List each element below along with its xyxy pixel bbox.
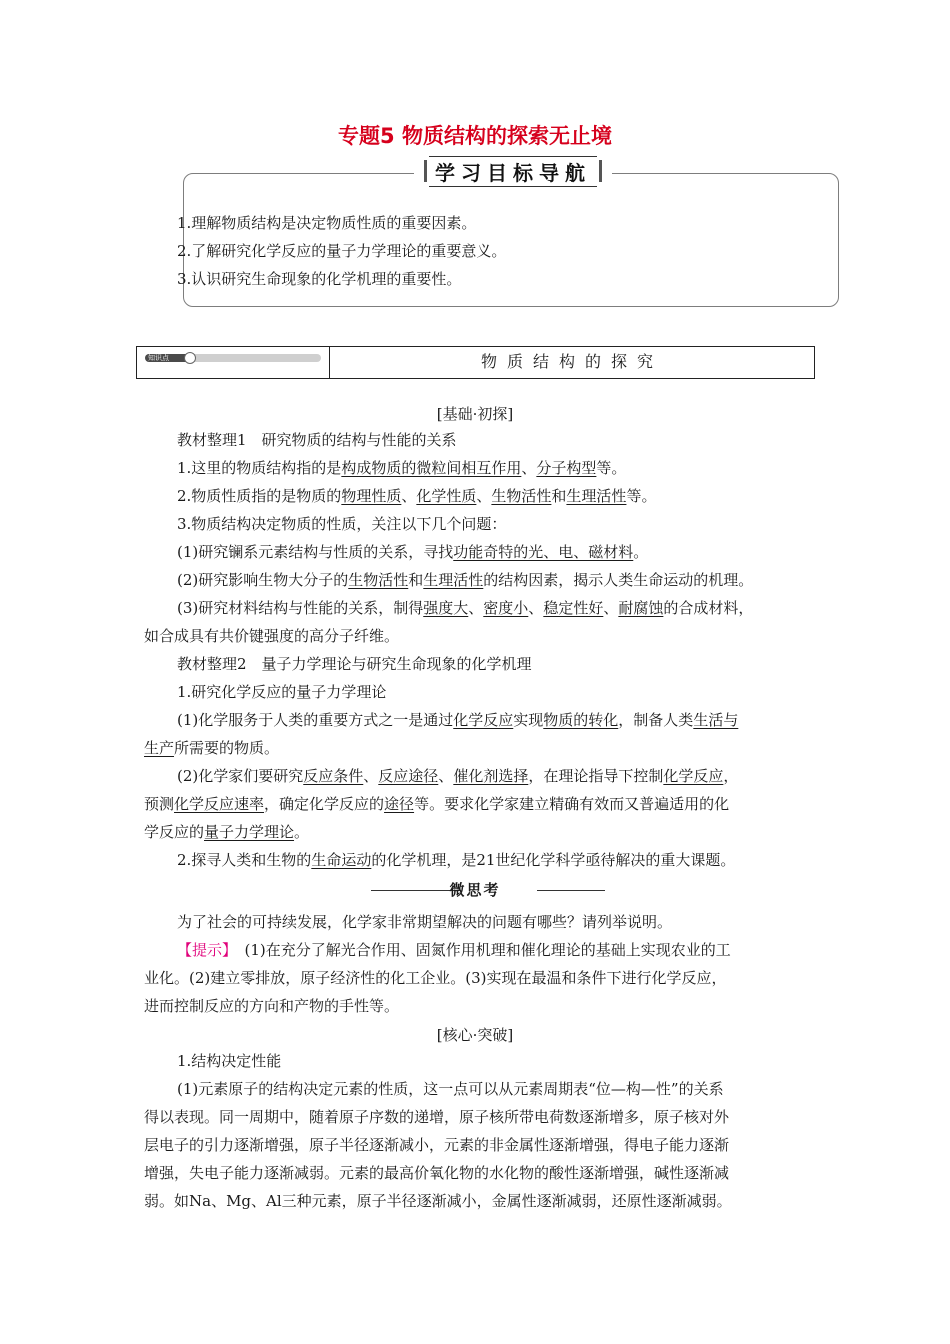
core-line-2: (1)元素原子的结构决定元素的性质，这一点可以从元素周期表“位—构—性”的关系 bbox=[177, 1080, 724, 1098]
t2-line-7 bbox=[177, 849, 735, 871]
page-title: 专题5 物质结构的探索无止境 bbox=[338, 124, 612, 148]
answer-underline: 量子力学理论 bbox=[204, 823, 295, 841]
text: 2.探寻人类和生物的 bbox=[177, 851, 312, 869]
text: (1)在充分了解光合作用、固氮作用机理和催化理论的基础上实现农业的工 bbox=[229, 941, 731, 959]
text: (3)研究材料结构与性能的关系，制得 bbox=[177, 599, 424, 617]
answer-underline: 物质的转化 bbox=[543, 711, 619, 729]
t1-line-2 bbox=[177, 485, 656, 507]
text: 、 bbox=[521, 459, 537, 477]
answer-underline: 分子构型 bbox=[536, 459, 597, 477]
text: 所需要的物质。 bbox=[174, 739, 280, 757]
text: (2)化学家们要研究 bbox=[177, 767, 304, 785]
goals-banner bbox=[414, 155, 612, 187]
text: 2.物质性质指的是物质的 bbox=[177, 487, 342, 505]
text: 1.这里的物质结构指的是 bbox=[177, 459, 342, 477]
answer-underline: 物理性质 bbox=[341, 487, 402, 505]
answer-underline: 生产 bbox=[144, 739, 175, 757]
answer-underline: 强度大 bbox=[423, 599, 469, 617]
t2-line-5 bbox=[144, 793, 729, 815]
text: ，确定化学反应的 bbox=[264, 795, 385, 813]
t1-line-3: 3.物质结构决定物质的性质，关注以下几个问题： bbox=[177, 515, 507, 533]
text: 、 bbox=[401, 487, 417, 505]
t2-line-6 bbox=[144, 821, 309, 843]
t1-line-4 bbox=[177, 541, 648, 563]
t1-heading: 教材整理1 研究物质的结构与性能的关系 bbox=[177, 431, 457, 449]
text: ，在理论指导下控制 bbox=[528, 767, 664, 785]
goal-item: 3.认识研究生命现象的化学机理的重要性。 bbox=[177, 270, 462, 288]
text: (1)研究镧系元素结构与性质的关系，寻找 bbox=[177, 543, 454, 561]
core-line-6: 弱。如Na、Mg、Al三种元素，原子半径逐渐减小，金属性逐渐减弱，还原性逐渐减弱。 bbox=[144, 1192, 732, 1210]
answer-underline: 反应条件 bbox=[303, 767, 364, 785]
goal-item: 2.了解研究化学反应的量子力学理论的重要意义。 bbox=[177, 242, 507, 260]
text: 学反应的 bbox=[144, 823, 205, 841]
answer-underline: 生物活性 bbox=[491, 487, 552, 505]
core-line-4: 层电子的引力逐渐增强，原子半径逐渐减小，元素的非金属性逐渐增强，得电子能力逐渐 bbox=[144, 1136, 730, 1154]
answer-underline: 化学反应速率 bbox=[174, 795, 265, 813]
core-line-1: 1.结构决定性能 bbox=[177, 1052, 282, 1070]
text: 、 bbox=[363, 767, 379, 785]
basic-header: [基础·初探] bbox=[436, 405, 514, 423]
text: 、 bbox=[476, 487, 492, 505]
answer-underline: 构成物质的微粒间相互作用 bbox=[341, 459, 522, 477]
answer-underline: 途径 bbox=[384, 795, 415, 813]
t2-line-3 bbox=[144, 737, 279, 759]
text: ，制备人类 bbox=[618, 711, 694, 729]
section-header-bar bbox=[136, 346, 815, 379]
banner-bar-left bbox=[424, 160, 427, 182]
answer-underline: 反应途径 bbox=[378, 767, 439, 785]
answer-underline: 生理活性 bbox=[566, 487, 627, 505]
text: 预测 bbox=[144, 795, 175, 813]
text: 等。 bbox=[596, 459, 627, 477]
text: 。 bbox=[294, 823, 310, 841]
t2-line-4 bbox=[177, 765, 738, 787]
text: (1)化学服务于人类的重要方式之一是通过 bbox=[177, 711, 454, 729]
answer-underline: 生命运动 bbox=[311, 851, 372, 869]
text: 的化学机理，是21世纪化学科学亟待解决的重大课题。 bbox=[371, 851, 736, 869]
t1-line-6 bbox=[177, 597, 753, 619]
section-tag-label: 知识点 bbox=[148, 354, 169, 362]
section-title: 物质结构的探究 bbox=[480, 352, 663, 371]
think-title: 微思考 bbox=[449, 881, 501, 899]
tip-label: 【提示】 bbox=[177, 941, 230, 959]
text: 、 bbox=[528, 599, 544, 617]
t2-line-1: 1.研究化学反应的量子力学理论 bbox=[177, 683, 387, 701]
divider-right bbox=[537, 890, 605, 891]
t1-line-1 bbox=[177, 457, 626, 479]
answer-underline: 催化剂选择 bbox=[453, 767, 529, 785]
text: 和 bbox=[408, 571, 424, 589]
text: 的合成材料， bbox=[663, 599, 754, 617]
t1-line-7: 如合成具有共价键强度的高分子纤维。 bbox=[144, 627, 400, 645]
answer-underline: 功能奇特的光、电、磁材料 bbox=[453, 543, 634, 561]
text: ， bbox=[723, 767, 739, 785]
tip-line-1 bbox=[177, 939, 731, 961]
text: 等。要求化学家建立精确有效而又普遍适用的化 bbox=[414, 795, 730, 813]
tip-line-2: 业化。(2)建立零排放，原子经济性的化工企业。(3)实现在最温和条件下进行化学反应， bbox=[144, 969, 727, 987]
answer-underline: 化学反应 bbox=[453, 711, 514, 729]
text: 。 bbox=[633, 543, 649, 561]
answer-underline: 生理活性 bbox=[423, 571, 484, 589]
text: 、 bbox=[603, 599, 619, 617]
text: 等。 bbox=[626, 487, 657, 505]
banner-bar-right bbox=[599, 160, 602, 182]
answer-underline: 生物活性 bbox=[348, 571, 409, 589]
answer-underline: 稳定性好 bbox=[543, 599, 604, 617]
text: 的结构因素，揭示人类生命运动的机理。 bbox=[483, 571, 754, 589]
answer-underline: 生活与 bbox=[693, 711, 739, 729]
text: 实现 bbox=[513, 711, 544, 729]
section-tag-cell bbox=[137, 347, 330, 378]
core-line-3: 得以表现。同一周期中，随着原子序数的递增，原子核所带电荷数逐渐增多，原子核对外 bbox=[144, 1108, 730, 1126]
t1-line-5 bbox=[177, 569, 753, 591]
answer-underline: 密度小 bbox=[483, 599, 529, 617]
t2-heading: 教材整理2 量子力学理论与研究生命现象的化学机理 bbox=[177, 655, 532, 673]
goal-item: 1.理解物质结构是决定物质性质的重要因素。 bbox=[177, 214, 477, 232]
t2-line-2 bbox=[177, 709, 738, 731]
text: (2)研究影响生物大分子的 bbox=[177, 571, 349, 589]
answer-underline: 化学性质 bbox=[416, 487, 477, 505]
circle-icon bbox=[184, 352, 196, 364]
text: 、 bbox=[468, 599, 484, 617]
section-tag-graphic bbox=[145, 354, 321, 362]
answer-underline: 耐腐蚀 bbox=[618, 599, 664, 617]
tip-line-3: 进而控制反应的方向和产物的手性等。 bbox=[144, 997, 400, 1015]
core-line-5: 增强，失电子能力逐渐减弱。元素的最高价氧化物的水化物的酸性逐渐增强，碱性逐渐减 bbox=[144, 1164, 730, 1182]
think-question: 为了社会的可持续发展，化学家非常期望解决的问题有哪些？请列举说明。 bbox=[177, 913, 673, 931]
text: 、 bbox=[438, 767, 454, 785]
core-header: [核心·突破] bbox=[436, 1026, 514, 1044]
text: 和 bbox=[551, 487, 567, 505]
goals-banner-label: 学习目标导航 bbox=[429, 156, 597, 187]
answer-underline: 化学反应 bbox=[663, 767, 724, 785]
